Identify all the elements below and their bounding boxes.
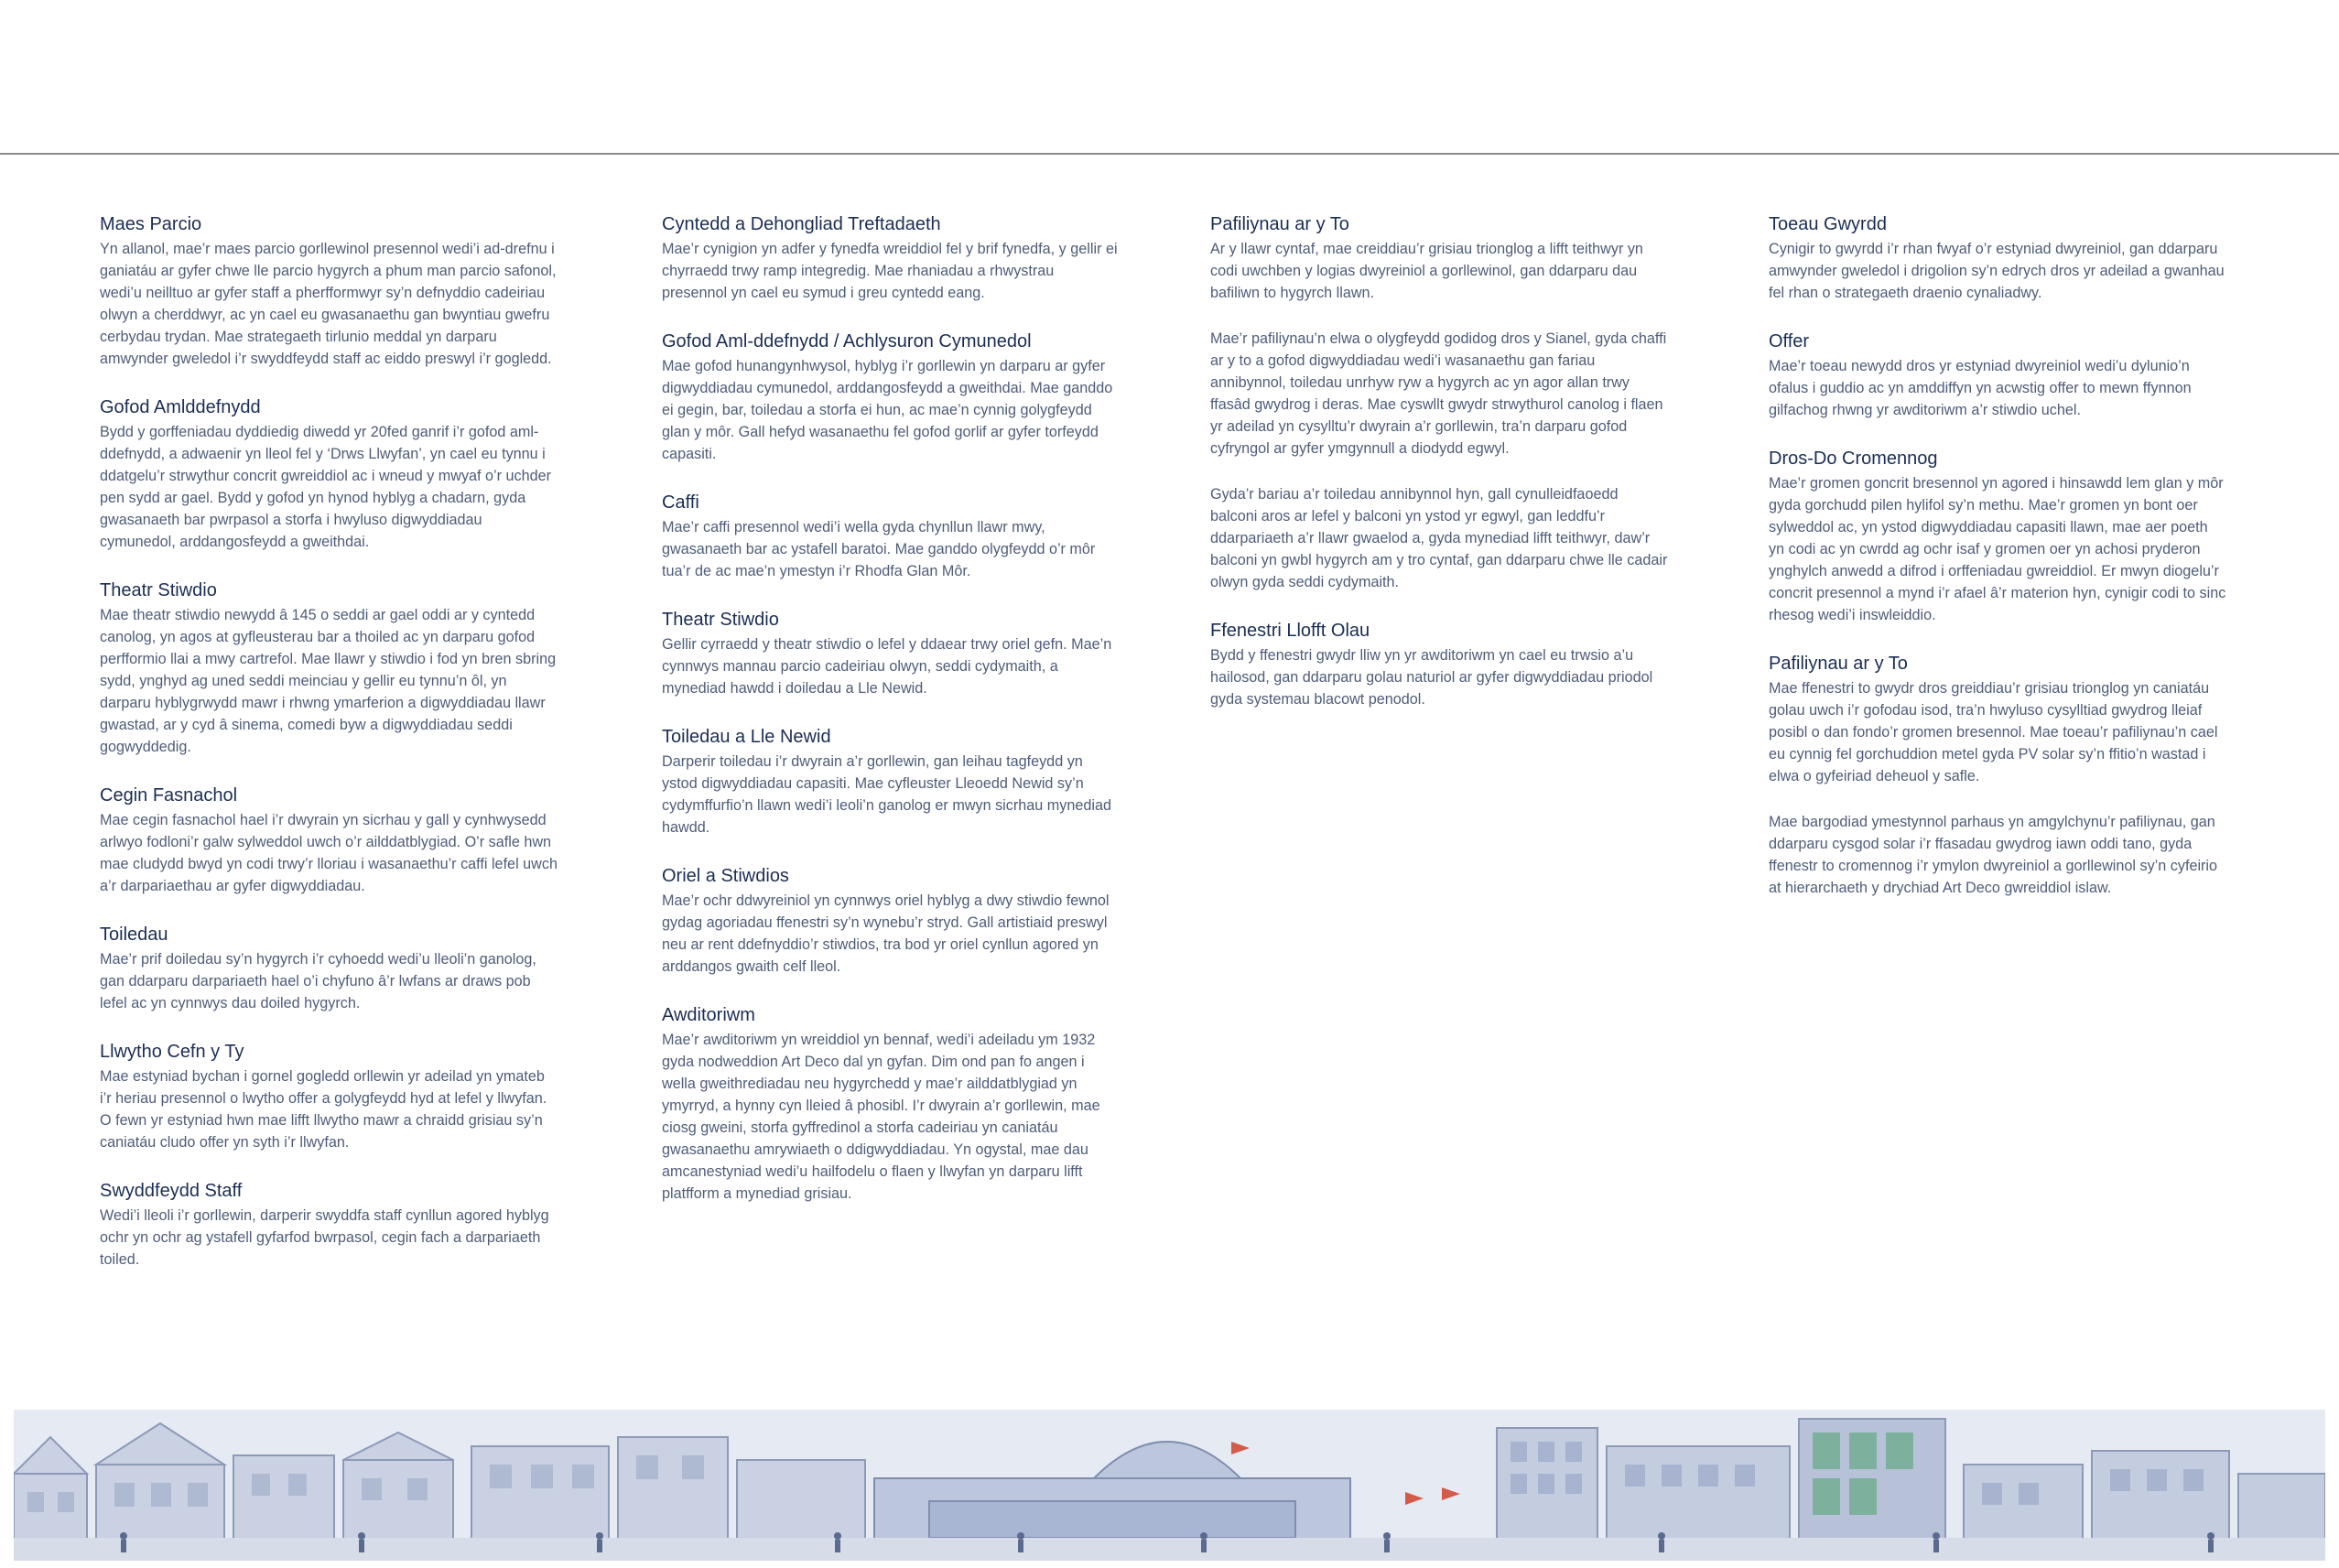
section-paragraph: Bydd y ffenestri gwydr lliw yn yr awditoriwm yn cael eu trwsio a’u hailosod, gan ddarparu golau naturiol ar gyfer digwyddiadau priodol gyda systemau blacowt penodol. xyxy=(1210,647,1653,708)
section-toiledau-lle-newid xyxy=(662,725,1120,838)
section-paragraph: Mae cegin fasnachol hael i’r dwyrain yn sicrhau y gall y cynhwysedd arlwyo fodloni’r galw sylweddol uwch o’r ailddatblygiad. O’r safle hwn mae cludydd bwyd yn codi trwy’r lloriau i wasanaethu’r caffi lefel uwch a’r darpariaethau ar gyfer digwyddiadau. xyxy=(100,812,558,894)
section-dros-do-cromennog xyxy=(1769,447,2226,626)
section-caffi xyxy=(662,491,1120,582)
section-paragraph: Mae’r ochr ddwyreiniol yn cynnwys oriel hyblyg a dwy stiwdio fewnol gydag agoriadau ffenestri sy’n wynebu’r stryd. Gall artistiaid preswyl neu ar rent ddefnyddio’r stiwdios, tra bod yr oriel cynllun agored yn arddangos gwaith celf lleol. xyxy=(662,892,1110,975)
section-heading: Gofod Aml-ddefnydd / Achlysuron Cymunedol xyxy=(662,331,1032,351)
section-heading: Dros-Do Cromennog xyxy=(1769,449,1938,469)
section-pafiliynau-ar-y-to-2 xyxy=(1769,652,2226,899)
text-column-4 xyxy=(1769,212,2226,925)
section-heading: Maes Parcio xyxy=(100,214,202,234)
section-paragraph: Bydd y gorffeniadau dyddiedig diwedd yr 20fed ganrif i’r gofod aml-ddefnydd, a adwaenir yn lleol fel y ‘Drws Llwyfan’, yn cael eu tynnu i ddatgelu’r strwythur concrit gwreiddiol ac i wneud y mwyaf o’r uchder pen sydd ar gael. Bydd y gofod yn hynod hyblyg a chadarn, gyda gwasanaeth bar pwrpasol a storfa i hwyluso digwyddiadau cymunedol, arddangosfeydd a gweithdai. xyxy=(100,424,552,550)
section-theatr-stiwdio-2 xyxy=(662,608,1120,699)
section-paragraph: Mae theatr stiwdio newydd â 145 o seddi ar gael oddi ar y cyntedd canolog, yn agos at gyfleusterau bar a thoiled ac yn darparu gofod perfformio llai a mwy cartrefol. Mae llawr y stiwdio i fod yn bren sbring sydd, ynghyd ag uned seddi meinciau y gellir eu tynnu’n ôl, yn darparu hyblygrwydd mawr i rhwng ymarferion a digwyddiadau llawr gwastad, ar y cyd â sinema, comedi byw a digwyddiadau seddi gogwyddedig. xyxy=(100,607,557,755)
section-paragraph: Mae’r toeau newydd dros yr estyniad dwyreiniol wedi’u dylunio’n ofalus i guddio ac yn amddiffyn yn acwstig offer to mewn ffynnon gilfachog rhwng yr awditoriwm a’r stiwdio uchel. xyxy=(1769,358,2192,418)
section-heading: Cegin Fasnachol xyxy=(100,785,238,806)
section-paragraph: Mae’r pafiliynau’n elwa o olygfeydd godidog dros y Sianel, gyda chaffi ar y to a gofod digwyddiadau wedi’i wasanaethu gan fariau annibynnol, toiledau unrhyw ryw a hygyrch ac yn agor allan trwy ffasâd gwydrog i deras. Mae cyswllt gwydr strwythurol canolog i flaen yr adeilad yn cysylltu’r dwyrain a’r gorllewin, tra’n darparu gofod cyfryngol ar gyfer ymgynnull a diodydd egwyl. xyxy=(1210,330,1667,457)
section-heading: Cyntedd a Dehongliad Treftadaeth xyxy=(662,214,941,234)
section-paragraph: Mae’r cynigion yn adfer y fynedfa wreiddiol fel y brif fynedfa, y gellir ei chyrraedd trwy ramp integredig. Mae rhaniadau a rhwystrau presennol yn cael eu symud i greu cyntedd eang. xyxy=(662,241,1118,301)
section-heading: Toiledau xyxy=(100,925,168,945)
section-paragraph: Cynigir to gwyrdd i’r rhan fwyaf o’r estyniad dwyreiniol, gan ddarparu amwynder gweledol i drigolion sy’n edrych dros yr adeilad a gwanhau fel rhan o strategaeth draenio cynaliadwy. xyxy=(1769,241,2225,301)
section-paragraph: Mae bargodiad ymestynnol parhaus yn amgylchynu’r pafiliynau, gan ddarparu cysgod solar i’r ffasadau gwydrog iawn oddi tano, gyda ffenestr to cromennog i’r ymylon dwyreiniol a gorllewinol sy’n cyfeirio at hierarchaeth y drychiad Art Deco gwreiddiol islaw. xyxy=(1769,814,2218,896)
section-heading: Swyddfeydd Staff xyxy=(100,1181,243,1201)
section-heading: Oriel a Stiwdios xyxy=(662,866,789,886)
section-heading: Awditoriwm xyxy=(662,1005,755,1025)
section-toeau-gwyrdd xyxy=(1769,212,2226,304)
section-paragraph: Yn allanol, mae’r maes parcio gorllewinol presennol wedi’i ad-drefnu i ganiatáu ar gyfer chwe lle parcio hygyrch a phum man parcio safonol, wedi’u neilltuo ar gyfer staff a pherfformwyr sy’n defnyddio cadeiriau olwyn a cherddwyr, ac yn cael eu gwasanaethu gan bwyntiau gwefru cerbydau trydan. Mae strategaeth tirlunio meddal yn darparu amwynder gweledol i’r swyddfeydd staff ac eiddo preswyl i’r gogledd. xyxy=(100,241,557,367)
top-divider-rule xyxy=(0,153,2339,155)
section-heading: Pafiliynau ar y To xyxy=(1769,654,1908,674)
section-paragraph: Mae’r awditoriwm yn wreiddiol yn bennaf, wedi’i adeiladu ym 1932 gyda nodweddion Art Deco dal yn gyfan. Dim ond pan fo angen i wella gweithrediadau neu hygyrchedd y mae’r ailddatblygiad yn ymyrryd, a hynny cyn lleied â phosibl. I’r dwyrain a’r gorllewin, mae ciosg gweini, storfa gyffredinol a storfa cadeiriau yn caniatáu gwasanaethu amrywiaeth o ddigwyddiadau. Yn ogystal, mae dau amcanestyniad wedi’u hailfodelu o flaen y llwyfan yn darparu lifft platfform a mynediad grisiau. xyxy=(662,1032,1100,1202)
section-paragraph: Wedi’i lleoli i’r gorllewin, darperir swyddfa staff cynllun agored hyblyg ochr yn ochr ag ystafell gyfarfod bwrpasol, cegin fach a darpariaeth toiled. xyxy=(100,1207,549,1268)
section-heading: Llwytho Cefn y Ty xyxy=(100,1042,244,1062)
section-llwytho-cefn-y-ty xyxy=(100,1040,558,1153)
section-paragraph: Mae gofod hunangynhwysol, hyblyg i’r gorllewin yn darparu ar gyfer digwyddiadau cymunedol, arddangosfeydd a gweithdai. Mae ganddo ei gegin, bar, toiledau a storfa ei hun, ac mae’n cynnig golygfeydd glan y môr. Gall hefyd wasanaethu fel gofod gorlif ar gyfer torfeydd capasiti. xyxy=(662,358,1113,462)
text-column-3 xyxy=(1210,212,1668,736)
section-paragraph: Gyda’r bariau a’r toiledau annibynnol hyn, gall cynulleidfaoedd balconi aros ar lefel y balconi yn ystod yr egwyl, gan leddfu’r ddarpariaeth a’r llawr gwaelod a, gyda mynediad lifft teithwyr, daw’r balconi yn gwbl hygyrch am y tro cyntaf, gan ddarparu chwe lle cadair olwyn gyda seddi cydymaith. xyxy=(1210,486,1668,590)
section-oriel-stiwdios xyxy=(662,864,1120,978)
section-cyntedd xyxy=(662,212,1120,304)
section-heading: Offer xyxy=(1769,331,1810,351)
section-pafiliynau-ar-y-to xyxy=(1210,212,1668,593)
section-toiledau xyxy=(100,923,558,1014)
section-offer xyxy=(1769,330,2226,421)
section-paragraph: Ar y llawr cyntaf, mae creiddiau’r grisiau trionglog a lifft teithwyr yn codi uwchben y logias dwyreiniol a gorllewinol, gan ddarparu dau bafiliwn to hygyrch llawn. xyxy=(1210,241,1643,301)
section-paragraph: Mae’r gromen goncrit bresennol yn agored i hinsawdd lem glan y môr gyda gorchudd pilen hylifol sy’n methu. Mae’r gromen yn bont oer sylweddol ac, yn ystod digwyddiadau capasiti llawn, mae aer poeth yn codi ac yn cwrdd ag ochr isaf y gromen oer yn achosi pryderon ynghylch anwedd a difrod i orffeniadau gwreiddiol. Er mwyn diogelu’r concrit presennol a mynd i’r afael â’r materion hyn, cynigir codi to sinc rhesog wedi’i inswleiddio. xyxy=(1769,475,2226,623)
section-gofod-aml-ddefnydd xyxy=(662,330,1120,465)
section-paragraph: Mae’r caffi presennol wedi’i wella gyda chynllun llawr mwy, gwasanaeth bar ac ystafell baratoi. Mae ganddo olygfeydd o’r môr tua’r de ac mae’n ymestyn i’r Rhodfa Glan Môr. xyxy=(662,519,1096,579)
seafront-street-illustration xyxy=(14,1410,2325,1561)
section-gofod-amlddefnydd xyxy=(100,395,558,553)
section-paragraph: Mae ffenestri to gwydr dros greiddiau’r grisiau trionglog yn caniatáu golau uwch i’r gofodau isod, tra’n hwyluso cysylltiad gwydrog lleiaf posibl o dan fondo’r gromen bresennol. Mae toeau’r pafiliynau’n cael eu cynnig fel gorchuddion metel gyda PV solar sy’n ffitio’n wastad i elwa o gyfeiriad deheuol y safle. xyxy=(1769,680,2218,784)
section-heading: Toeau Gwyrdd xyxy=(1769,214,1887,234)
section-heading: Theatr Stiwdio xyxy=(662,610,779,630)
section-cegin-fasnachol xyxy=(100,784,558,897)
section-paragraph: Gellir cyrraedd y theatr stiwdio o lefel y ddaear trwy oriel gefn. Mae’n cynnwys mannau parcio cadeiriau olwyn, seddi cydymaith, a mynediad hawdd i doiledau a Lle Newid. xyxy=(662,636,1112,697)
seafront-illustration-svg xyxy=(14,1410,2325,1561)
section-heading: Ffenestri Llofft Olau xyxy=(1210,621,1370,641)
section-heading: Theatr Stiwdio xyxy=(100,580,217,600)
section-paragraph: Mae’r prif doiledau sy’n hygyrch i’r cyhoedd wedi’u lleoli’n ganolog, gan ddarparu darpariaeth hael o’i chyfuno â’r lwfans ar draws pob lefel ac yn cynnwys dau doiled hygyrch. xyxy=(100,951,536,1011)
section-swyddfeydd-staff xyxy=(100,1179,558,1271)
section-heading: Gofod Amlddefnydd xyxy=(100,397,261,417)
section-paragraph: Darperir toiledau i’r dwyrain a’r gorllewin, gan leihau tagfeydd yn ystod digwyddiadau capasiti. Mae cyfleuster Lleoedd Newid sy’n cydymffurfio’n llawn wedi’i leoli’n ganolog er mwyn sicrhau mynediad hawdd. xyxy=(662,753,1111,836)
section-heading: Pafiliynau ar y To xyxy=(1210,214,1349,234)
section-paragraph: Mae estyniad bychan i gornel gogledd orllewin yr adeilad yn ymateb i’r heriau presennol o lwytho offer a golygfeydd hyd at lefel y llwyfan. O fewn yr estyniad hwn mae lifft llwytho mawr a chraidd grisiau sy’n caniatáu cludo offer yn syth i’r llwyfan. xyxy=(100,1068,547,1151)
section-ffenestri-llofft-olau xyxy=(1210,619,1668,710)
section-theatr-stiwdio xyxy=(100,579,558,758)
section-heading: Caffi xyxy=(662,492,699,513)
section-awditoriwm xyxy=(662,1003,1120,1205)
text-column-2 xyxy=(662,212,1120,1230)
text-column-1 xyxy=(100,212,558,1296)
section-heading: Toiledau a Lle Newid xyxy=(662,727,831,747)
section-maes-parcio xyxy=(100,212,558,370)
